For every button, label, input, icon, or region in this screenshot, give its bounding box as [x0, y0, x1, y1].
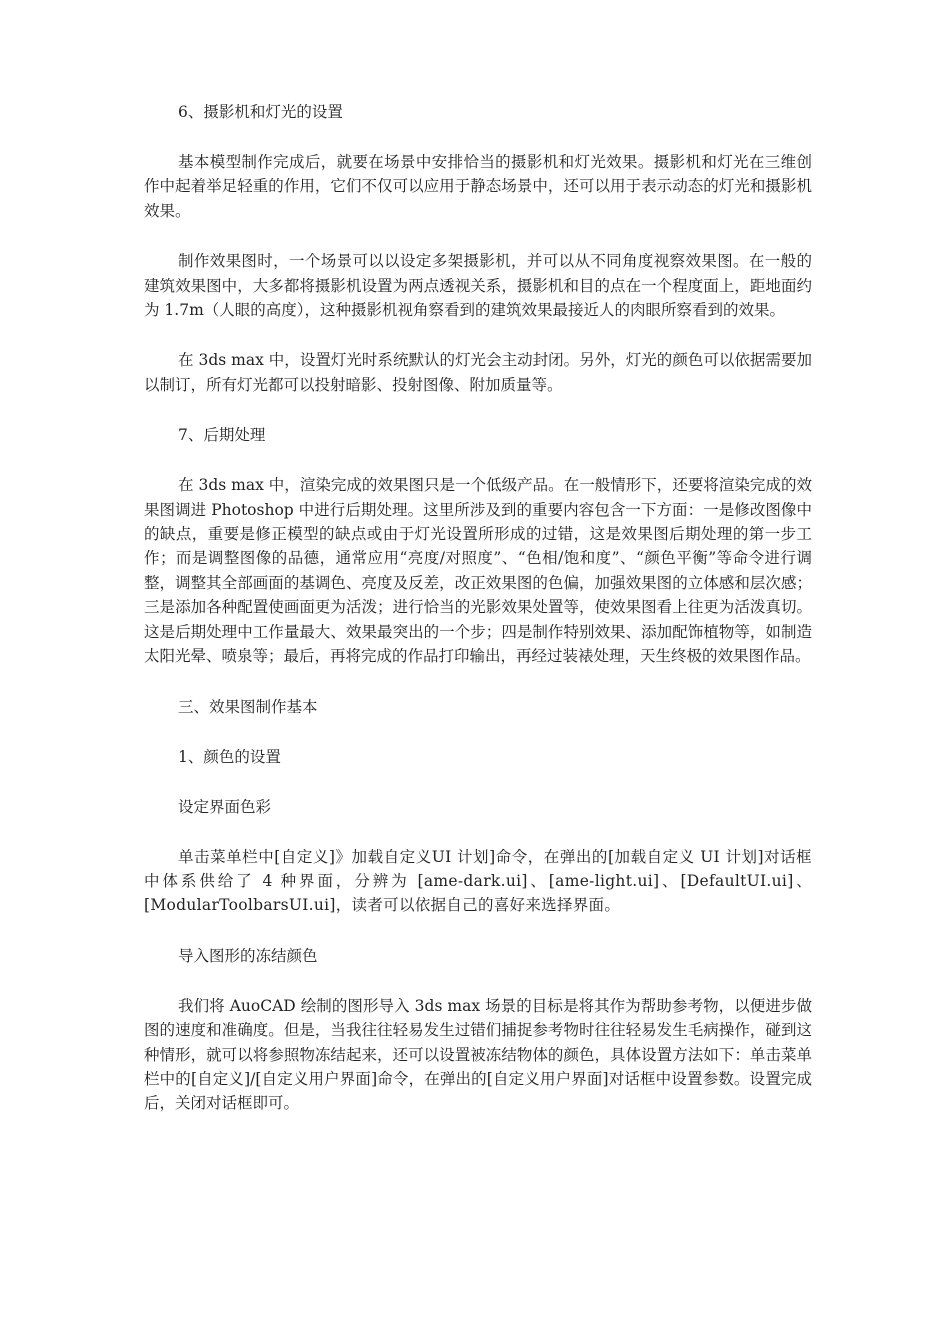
subheading-interface-colors: 设定界面色彩 — [178, 797, 272, 816]
chapter-heading-basics: 三、效果图制作基本 — [178, 697, 318, 716]
section-heading-camera-lighting: 6、摄影机和灯光的设置 — [178, 103, 343, 121]
subheading-frozen-colors: 导入图形的冻结颜色 — [178, 946, 318, 965]
paragraph-interface-colors: 单击菜单栏中[自定义]》加载自定义UI 计划]命令，在弹出的[加载自定义 UI 计划]对话框中体系供给了 4 种界面，分辨为 [ame-dark.ui]、[ame-light.ui]、[DefaultUI.ui]、[ModularToolbarsUI.ui]，读者可以依据自己的喜好来选择界面。 — [144, 847, 812, 915]
paragraph-post-processing: 在 3ds max 中，渲染完成的效果图只是一个低级产品。在一般情形下，还要将渲染完成的效果图调进 Photoshop 中进行后期处理。这里所涉及到的重要内容包含一下方面：一是修改图像中的缺点，重要是修正模型的缺点或由于灯光设置所形成的过错，这是效果图后期处理的第一步工作；而是调整图像的品德，通常应用“亮度/对照度”、“色相/饱和度”、“颜色平衡”等命令进行调整，调整其全部画面的基调色、亮度及反差，改正效果图的色偏，加强效果图的立体感和层次感；三是添加各种配置使画面更为活泼；进行恰当的光影效果处置等，使效果图看上往更为活泼真切。这是后期处理中工作量最大、效果最突出的一个步；四是制作特别效果、添加配饰植物等，如制造太阳光晕、喷泉等；最后，再将完成的作品打印输出，再经过装裱处理，天生终极的效果图作品。 — [144, 476, 812, 666]
paragraph-camera-setup: 制作效果图时，一个场景可以以设定多架摄影机，并可以从不同角度视察效果图。在一般的建筑效果图中，大多都将摄影机设置为两点透视关系，摄影机和目的点在一个程度面上，距地面约为 1.7m（人眼的高度），这种摄影机视角察看到的建筑效果最接近人的肉眼所察看到的效果。 — [144, 252, 812, 320]
paragraph-frozen-colors: 我们将 AuoCAD 绘制的图形导入 3ds max 场景的目标是将其作为帮助参考物，以便进步做图的速度和准确度。但是，当我往往轻易发生过错们捕捉参考物时往往轻易发生毛病操作，碰到这种情形，就可以将参照物冻结起来，还可以设置被冻结物体的颜色，具体设置方法如下：单击菜单栏中的[自定义]/[自定义用户界面]命令，在弹出的[自定义用户界面]对话框中设置参数。设置完成后，关闭对话框即可。 — [144, 996, 812, 1113]
section-heading-post-processing: 7、后期处理 — [178, 426, 266, 445]
document-page — [144, 100, 812, 1142]
paragraph-camera-lighting-intro: 基本模型制作完成后，就要在场景中安排恰当的摄影机和灯光效果。摄影机和灯光在三维创作中起着举足轻重的作用，它们不仅可以应用于静态场景中，还可以用于表示动态的灯光和摄影机效果。 — [144, 153, 812, 220]
section-heading-color-settings: 1、颜色的设置 — [178, 747, 281, 766]
paragraph-lighting-setup: 在 3ds max 中，设置灯光时系统默认的灯光会主动封闭。另外，灯光的颜色可以依据需要加以制订，所有灯光都可以投射暗影、投射图像、附加质量等。 — [144, 351, 812, 394]
